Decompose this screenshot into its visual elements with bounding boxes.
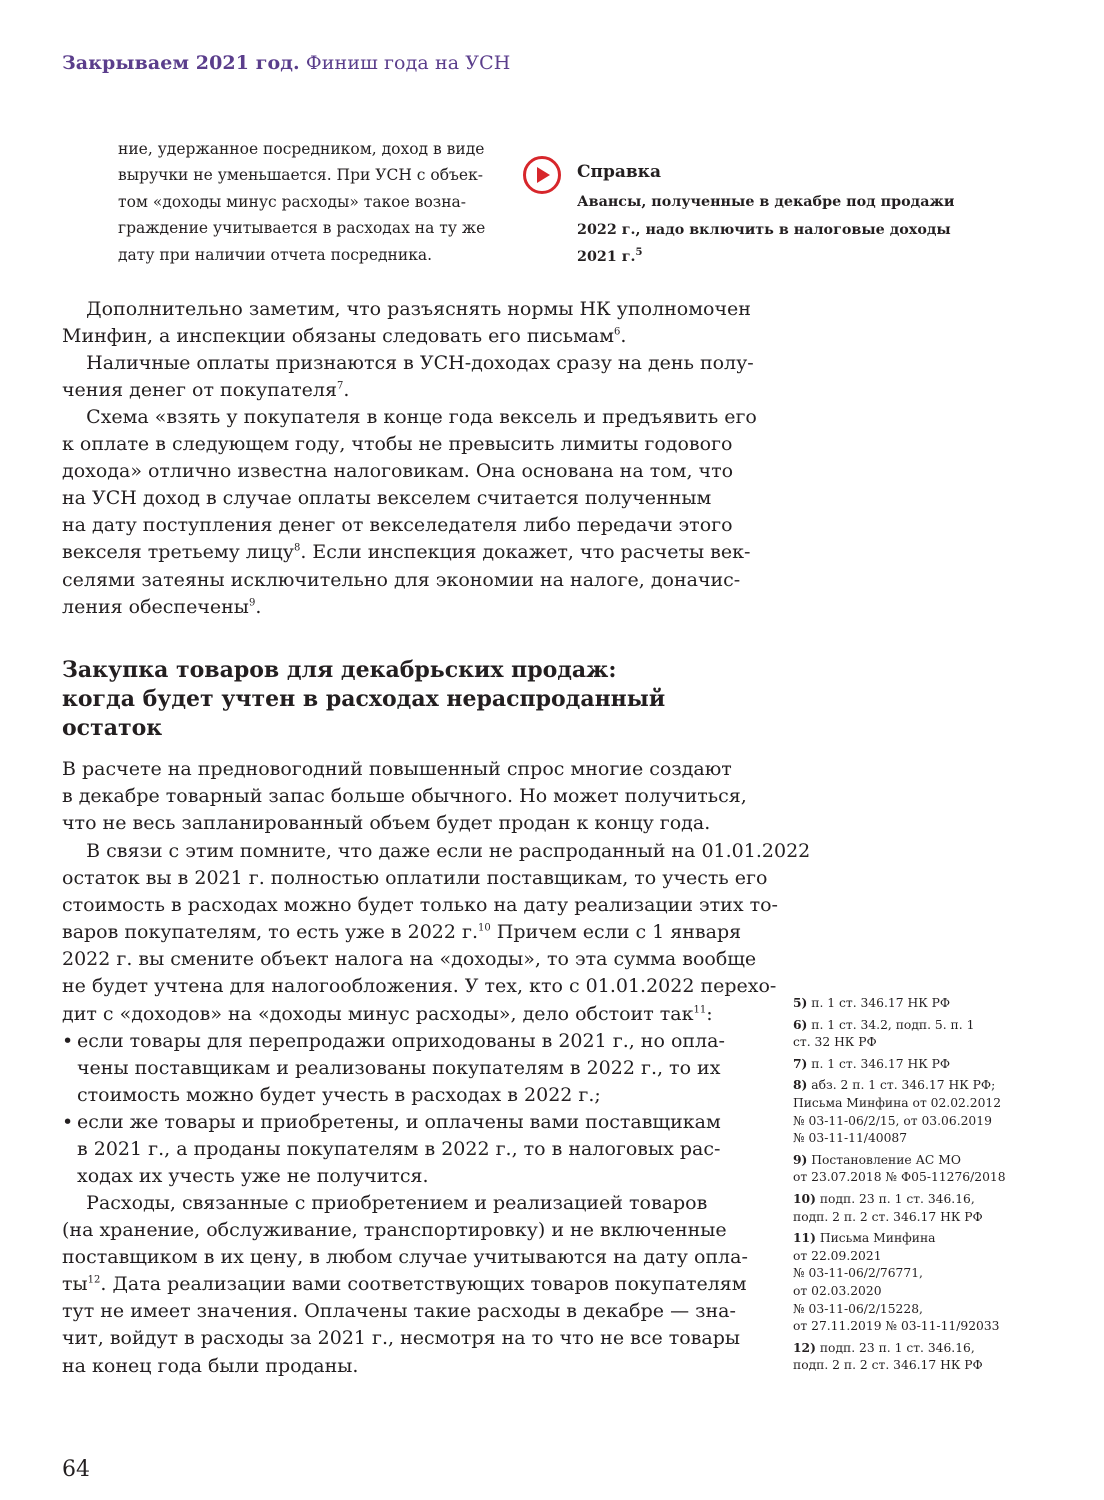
footnote-number: 10) [793, 1190, 816, 1206]
bullet-list [62, 1028, 742, 1191]
text-line: векселя третьему лицу [62, 541, 294, 564]
text-line: дохода» отлично известна налоговикам. Она основана на том, что [62, 460, 734, 483]
intro-line: ние, удержанное посредником, доход в виде [118, 140, 485, 158]
intro-line: том «доходы минус расходы» такое возна- [118, 192, 467, 211]
footnote [793, 1076, 1033, 1147]
footnote-text: ст. 32 НК РФ [793, 1035, 877, 1050]
footnote-text: от 23.07.2018 № Ф05-11276/2018 [793, 1170, 1006, 1185]
footnote-ref: 9 [248, 597, 256, 609]
footnote-number: 8) [793, 1077, 808, 1093]
paragraph [62, 296, 751, 350]
text-line: Минфин, а инспекции обязаны следовать его письмам [62, 325, 615, 348]
text-line: тут не имеет значения. Оплачены такие расходы в декабре — зна- [62, 1300, 736, 1323]
footnote-ref: 12 [87, 1274, 101, 1286]
text-line: что не весь запланированный объем будет продан к концу года. [62, 812, 711, 835]
text-line: Расходы, связанные с приобретением и реализацией товаров [62, 1192, 708, 1214]
footnote-text: № 03-11-06/2/15, от 03.06.2019 [793, 1113, 992, 1128]
bullet-mark: • [62, 1111, 74, 1134]
text-line: на дату поступления денег от векселедателя либо передачи этого [62, 514, 733, 537]
footnote-ref: 11 [693, 1004, 707, 1016]
text-line: 2022 г. вы смените объект налога на «доходы», то эта сумма вообще [62, 948, 757, 971]
text-line: (на хранение, обслуживание, транспортировку) и не включенные [62, 1219, 727, 1242]
text-line: чения денег от покупателя [62, 379, 337, 402]
running-header [62, 52, 510, 74]
footnote-text: подп. 23 п. 1 ст. 346.16, [815, 1340, 975, 1355]
text-line: дит с «доходов» на «доходы минус расходы», дело обстоит так [62, 1002, 694, 1025]
footnote-text: подп. 2 п. 2 ст. 346.17 НК РФ [793, 1358, 983, 1373]
reference-text [577, 189, 955, 272]
text-line: к оплате в следующем году, чтобы не превысить лимиты годового [62, 433, 733, 456]
footnote [793, 1151, 1033, 1187]
page-number: 64 [62, 1457, 90, 1482]
footnote [793, 994, 1033, 1013]
text-line: В связи с этим помните, что даже если не распроданный на 01.01.2022 [62, 840, 811, 862]
footnote-text: Письма Минфина от 02.02.2012 [793, 1095, 1002, 1110]
running-header-bold: Закрываем 2021 год. [62, 52, 300, 74]
punct: : [706, 1002, 713, 1025]
heading-line: когда будет учтен в расходах нераспроданный [62, 686, 666, 712]
footnote-ref: 5 [635, 247, 643, 259]
footnote [793, 1190, 1033, 1226]
intro-line: выручки не уменьшается. При УСН с объек- [118, 166, 483, 185]
paragraph [62, 756, 747, 837]
footnote-number: 5) [793, 995, 808, 1010]
section-heading [62, 656, 665, 743]
text-line: селями затеяны исключительно для экономии на налоге, доначис- [62, 568, 741, 591]
list-item [62, 1028, 742, 1109]
punct: . [343, 379, 350, 402]
footnote-number: 7) [793, 1055, 808, 1071]
text-line: на конец года были проданы. [62, 1354, 359, 1377]
text-line: В расчете на предновогодний повышенный спрос многие создают [62, 758, 732, 780]
footnote-text: № 03-11-06/2/76771, [793, 1266, 923, 1281]
footnote-text: подп. 2 п. 2 ст. 346.17 НК РФ [793, 1209, 983, 1224]
reference-line: 2021 г. [577, 249, 636, 265]
text-line: Схема «взять у покупателя в конце года вексель и предъявить его [62, 406, 757, 428]
play-circle-icon [522, 155, 562, 195]
footnote-ref: 7 [336, 380, 344, 392]
reference-title: Справка [577, 162, 661, 182]
footnote-text: п. 1 ст. 34.2, подп. 5. п. 1 [807, 1017, 975, 1032]
footnotes [793, 994, 1033, 1378]
footnote-ref: 6 [614, 326, 621, 338]
text-line: . Дата реализации вами соответствующих товаров покупателям [100, 1273, 747, 1296]
footnote-text: подп. 23 п. 1 ст. 346.16, [815, 1191, 975, 1206]
paragraph [62, 838, 811, 1028]
bullet-mark: • [62, 1030, 74, 1052]
text-line: поставщиком в их цену, в любом случае учитываются на дату опла- [62, 1246, 748, 1269]
punct: . [620, 325, 627, 348]
footnote-text: от 02.03.2020 [793, 1283, 882, 1298]
intro-line: граждение учитывается в расходах на ту же [118, 219, 486, 238]
footnote-number: 11) [793, 1230, 816, 1246]
footnote-number: 6) [793, 1016, 808, 1032]
footnote-text: п. 1 ст. 346.17 НК РФ [807, 996, 951, 1010]
footnote-text: № 03-11-06/2/15228, [793, 1301, 923, 1316]
footnote [793, 1339, 1033, 1375]
text-line: остаток вы в 2021 г. полностью оплатили поставщикам, то учесть его [62, 867, 768, 890]
footnote-text: п. 1 ст. 346.17 НК РФ [807, 1056, 951, 1071]
text-line: стоимость можно будет учесть в расходах в 2022 г.; [77, 1084, 601, 1107]
text-line: Наличные оплаты признаются в УСН-доходах сразу на день полу- [62, 352, 754, 374]
footnote-text: № 03-11-11/40087 [793, 1131, 908, 1146]
text-line: ты [62, 1273, 88, 1296]
text-line: в декабре товарный запас больше обычного. Но может получиться, [62, 785, 747, 808]
footnote-ref: 8 [293, 543, 301, 555]
footnote-text: абз. 2 п. 1 ст. 346.17 НК РФ; [807, 1078, 996, 1093]
heading-line: остаток [62, 715, 163, 741]
text-line: . Если инспекция докажет, что расчеты век- [300, 541, 751, 564]
text-line: ходах их учесть уже не получится. [77, 1165, 429, 1188]
footnote [793, 1055, 1033, 1074]
footnote [793, 1016, 1033, 1052]
footnote-ref: 10 [478, 922, 491, 934]
intro-paragraph [118, 136, 490, 268]
text-line: чит, войдут в расходы за 2021 г., несмотря на то что не все товары [62, 1327, 740, 1350]
footnote-text: от 22.09.2021 [793, 1248, 882, 1263]
paragraph [62, 1190, 748, 1380]
text-line: если товары для перепродажи оприходованы в 2021 г., но опла- [77, 1030, 725, 1052]
text-line: Дополнительно заметим, что разъяснять нормы НК уполномочен [62, 298, 751, 320]
footnote [793, 1229, 1033, 1336]
text-line: чены поставщикам и реализованы покупателям в 2022 г., то их [77, 1057, 721, 1080]
text-line: на УСН доход в случае оплаты векселем считается полученным [62, 487, 712, 510]
text-line: Причем если с 1 января [490, 921, 742, 944]
reference-line: Авансы, полученные в декабре под продажи [577, 194, 955, 210]
footnote-number: 12) [793, 1339, 816, 1355]
list-item [62, 1109, 742, 1190]
footnote-number: 9) [793, 1151, 808, 1167]
punct: . [255, 595, 262, 618]
footnote-text: Письма Минфина [815, 1231, 936, 1246]
text-line: если же товары и приобретены, и оплачены вами поставщикам [77, 1111, 721, 1134]
footnote-text: от 27.11.2019 № 03-11-11/92033 [793, 1319, 1000, 1334]
paragraph [62, 404, 757, 621]
text-line: не будет учтена для налогообложения. У тех, кто с 01.01.2022 перехо- [62, 975, 777, 998]
text-line: варов покупателям, то есть уже в 2022 г. [62, 921, 479, 944]
text-line: в 2021 г., а проданы покупателям в 2022 г., то в налоговых рас- [77, 1138, 721, 1161]
heading-line: Закупка товаров для декабрьских продаж: [62, 657, 617, 683]
text-line: ления обеспечены [62, 595, 249, 618]
reference-line: 2022 г., надо включить в налоговые доходы [577, 221, 951, 238]
running-header-rest: Финиш года на УСН [299, 52, 511, 74]
paragraph [62, 350, 754, 404]
text-line: стоимость в расходах можно будет только на дату реализации этих то- [62, 894, 778, 917]
footnote-text: Постановление АС МО [807, 1152, 961, 1167]
intro-line: дату при наличии отчета посредника. [118, 245, 433, 264]
